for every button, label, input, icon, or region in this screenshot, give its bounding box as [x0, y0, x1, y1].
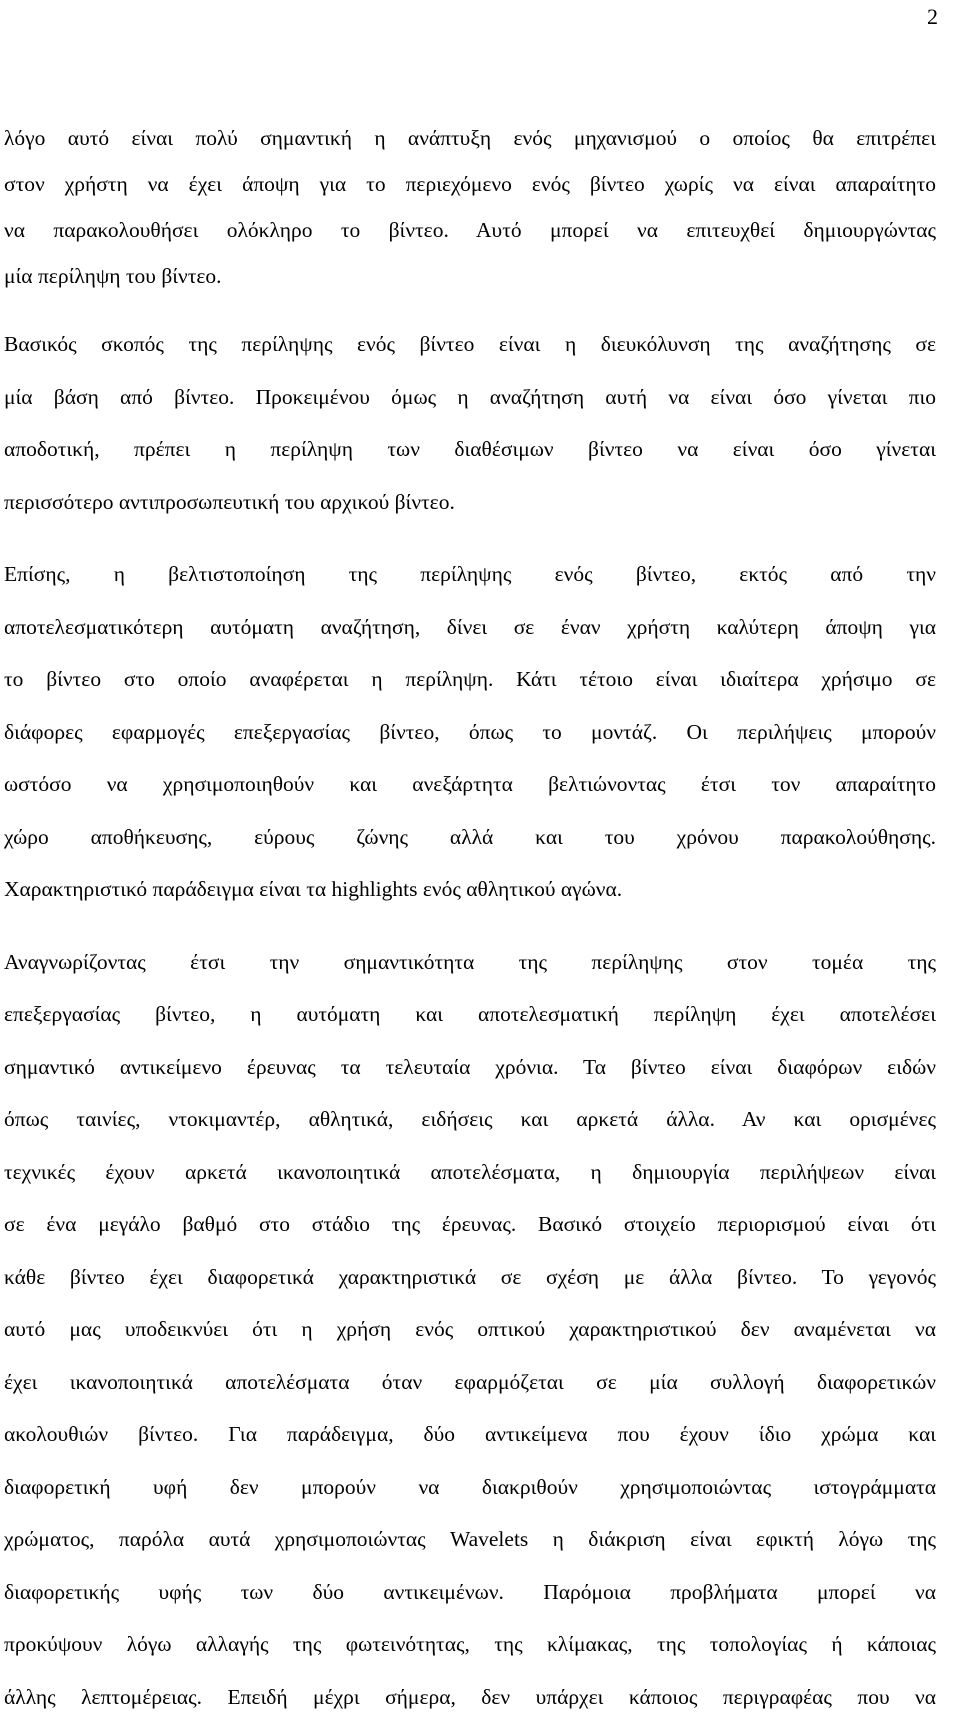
text-line: στον χρήστη να έχει άποψη για το περιεχόμενο ενός βίντεο χωρίς να είναι απαραίτητο [0, 161, 960, 207]
text-line: μία βάση από βίντεο. Προκειμένου όμως η αναζήτηση αυτή να είναι όσο γίνεται πιο [0, 371, 960, 424]
text-line: Επίσης, η βελτιστοποίηση της περίληψης ενός βίντεο, εκτός από την [0, 548, 960, 601]
page-number: 2 [927, 4, 938, 30]
body-text [0, 115, 960, 1723]
paragraph-3 [0, 548, 960, 916]
text-line: διαφορετική υφή δεν μπορούν να διακριθούν χρησιμοποιώντας ιστογράμματα [0, 1461, 960, 1514]
paragraph-1 [0, 115, 960, 299]
text-line: αποτελεσματικότερη αυτόματη αναζήτηση, δίνει σε έναν χρήστη καλύτερη άποψη για [0, 601, 960, 654]
text-line: αποδοτική, πρέπει η περίληψη των διαθέσιμων βίντεο να είναι όσο γίνεται [0, 423, 960, 476]
text-line: Αναγνωρίζοντας έτσι την σημαντικότητα της περίληψης στον τομέα της [0, 936, 960, 989]
text-line: σε ένα μεγάλο βαθμό στο στάδιο της έρευνας. Βασικό στοιχείο περιορισμού είναι ότι [0, 1198, 960, 1251]
text-line: διάφορες εφαρμογές επεξεργασίας βίντεο, όπως το μοντάζ. Οι περιλήψεις μπορούν [0, 706, 960, 759]
text-line: έχει ικανοποιητικά αποτελέσματα όταν εφαρμόζεται σε μία συλλογή διαφορετικών [0, 1356, 960, 1409]
paragraph-4 [0, 936, 960, 1723]
text-line: προκύψουν λόγω αλλαγής της φωτεινότητας, της κλίμακας, της τοπολογίας ή κάποιας [0, 1618, 960, 1671]
text-line: Βασικός σκοπός της περίληψης ενός βίντεο είναι η διευκόλυνση της αναζήτησης σε [0, 318, 960, 371]
text-line: ακολουθιών βίντεο. Για παράδειγμα, δύο αντικείμενα που έχουν ίδιο χρώμα και [0, 1408, 960, 1461]
text-line: σημαντικό αντικείμενο έρευνας τα τελευταία χρόνια. Τα βίντεο είναι διαφόρων ειδών [0, 1041, 960, 1094]
text-line: τεχνικές έχουν αρκετά ικανοποιητικά αποτελέσματα, η δημιουργία περιλήψεων είναι [0, 1146, 960, 1199]
text-line: να παρακολουθήσει ολόκληρο το βίντεο. Αυτό μπορεί να επιτευχθεί δημιουργώντας [0, 207, 960, 253]
text-line: το βίντεο στο οποίο αναφέρεται η περίληψη. Κάτι τέτοιο είναι ιδιαίτερα χρήσιμο σε [0, 653, 960, 706]
text-line: αυτό μας υποδεικνύει ότι η χρήση ενός οπτικού χαρακτηριστικού δεν αναμένεται να [0, 1303, 960, 1356]
text-line: Χαρακτηριστικό παράδειγμα είναι τα highlights ενός αθλητικού αγώνα. [0, 863, 960, 916]
paragraph-2 [0, 318, 960, 528]
text-line: κάθε βίντεο έχει διαφορετικά χαρακτηριστικά σε σχέση με άλλα βίντεο. Το γεγονός [0, 1251, 960, 1304]
text-line: περισσότερο αντιπροσωπευτική του αρχικού βίντεο. [0, 476, 960, 529]
text-line: όπως ταινίες, ντοκιμαντέρ, αθλητικά, ειδήσεις και αρκετά άλλα. Αν και ορισμένες [0, 1093, 960, 1146]
text-line: επεξεργασίας βίντεο, η αυτόματη και αποτελεσματική περίληψη έχει αποτελέσει [0, 988, 960, 1041]
text-line: άλλης λεπτομέρειας. Επειδή μέχρι σήμερα, δεν υπάρχει κάποιος περιγραφέας που να [0, 1671, 960, 1723]
text-line: μία περίληψη του βίντεο. [0, 253, 960, 299]
text-line: διαφορετικής υφής των δύο αντικειμένων. Παρόμοια προβλήματα μπορεί να [0, 1566, 960, 1619]
text-line: λόγο αυτό είναι πολύ σημαντική η ανάπτυξη ενός μηχανισμού ο οποίος θα επιτρέπει [0, 115, 960, 161]
text-line: χρώματος, παρόλα αυτά χρησιμοποιώντας Wavelets η διάκριση είναι εφικτή λόγω της [0, 1513, 960, 1566]
text-line: ωστόσο να χρησιμοποιηθούν και ανεξάρτητα βελτιώνοντας έτσι τον απαραίτητο [0, 758, 960, 811]
text-line: χώρο αποθήκευσης, εύρους ζώνης αλλά και του χρόνου παρακολούθησης. [0, 811, 960, 864]
